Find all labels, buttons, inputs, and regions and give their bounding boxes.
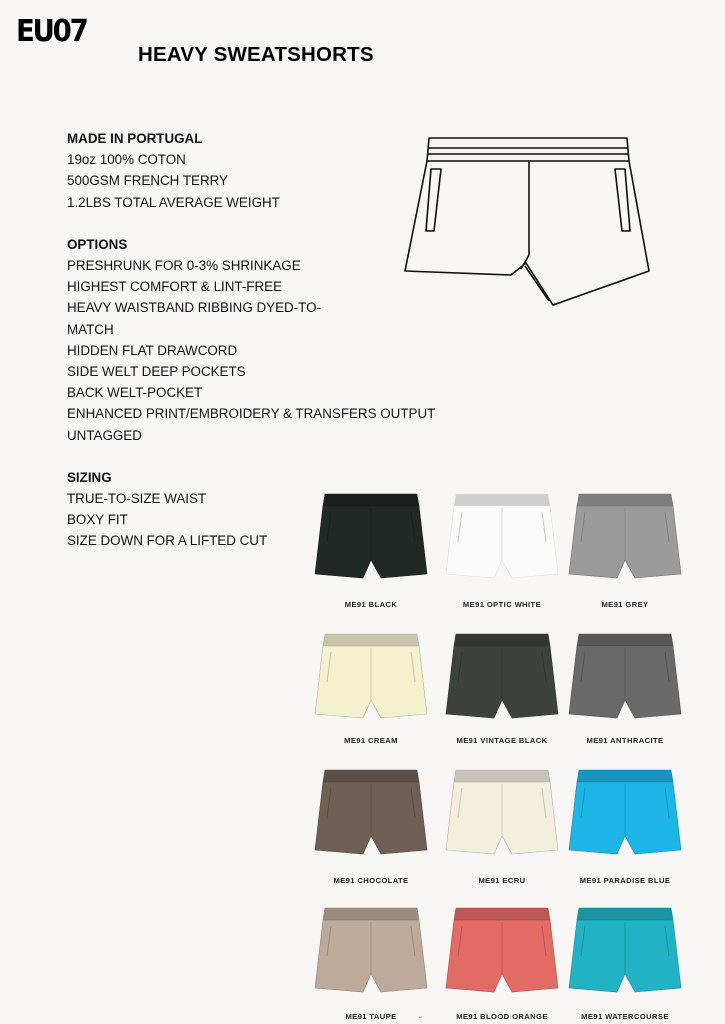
spec-line: HIDDEN FLAT DRAWCORD bbox=[67, 342, 238, 358]
colorway-label: ME91 BLOOD ORANGE bbox=[456, 1012, 548, 1021]
colorway-label: ME91 VINTAGE BLACK bbox=[456, 736, 548, 745]
shorts-icon bbox=[565, 904, 685, 1000]
spec-line: ENHANCED PRINT/EMBROIDERY & TRANSFERS OUTPUT bbox=[67, 406, 436, 422]
spec-line: 1.2LBS TOTAL AVERAGE WEIGHT bbox=[67, 194, 280, 210]
shorts-flat-sketch-icon bbox=[403, 133, 653, 318]
colorway-item[interactable] bbox=[311, 630, 431, 745]
colorway-label: ME91 PARADISE BLUE bbox=[579, 876, 671, 885]
footnote-mark: ᵉᵈ bbox=[419, 1015, 422, 1020]
colorway-item[interactable] bbox=[311, 904, 431, 1021]
shorts-icon bbox=[442, 490, 562, 586]
shorts-icon bbox=[311, 766, 431, 862]
colorway-label: ME91 OPTIC WHITE bbox=[462, 600, 542, 609]
spec-line: HIGHEST COMFORT & LINT-FREE bbox=[67, 279, 283, 295]
spec-line: 19oz 100% COTON bbox=[67, 152, 186, 168]
shorts-icon bbox=[565, 766, 685, 862]
colorway-item[interactable] bbox=[565, 490, 685, 609]
section-heading: OPTIONS bbox=[67, 236, 128, 252]
section-heading: SIZING bbox=[67, 469, 112, 485]
colorway-item[interactable] bbox=[311, 766, 431, 885]
shorts-icon bbox=[442, 904, 562, 1000]
colorway-item[interactable] bbox=[565, 904, 685, 1021]
spec-line: HEAVY WAISTBAND RIBBING DYED-TO- bbox=[67, 300, 321, 316]
section-options bbox=[67, 234, 457, 446]
colorway-item[interactable] bbox=[442, 490, 562, 609]
colorway-label: ME91 GREY bbox=[601, 600, 649, 609]
spec-line: MATCH bbox=[67, 321, 114, 337]
section-made-in bbox=[67, 128, 457, 213]
colorway-label: ME91 ECRU bbox=[478, 876, 526, 885]
shorts-icon bbox=[442, 766, 562, 862]
page-title: HEAVY SWEATSHORTS bbox=[138, 43, 374, 66]
spec-line: UNTAGGED bbox=[67, 427, 142, 443]
colorway-label: ME91 TAUPE bbox=[345, 1012, 397, 1021]
shorts-icon bbox=[565, 490, 685, 586]
colorway-label: ME91 WATERCOURSE bbox=[581, 1012, 669, 1021]
shorts-icon bbox=[442, 630, 562, 726]
colorway-item[interactable] bbox=[442, 630, 562, 745]
colorway-item[interactable] bbox=[442, 766, 562, 885]
brand-logo: EU07 bbox=[16, 14, 87, 49]
colorway-item[interactable] bbox=[311, 490, 431, 609]
spec-line: 500GSM FRENCH TERRY bbox=[67, 173, 228, 189]
colorway-item[interactable] bbox=[442, 904, 562, 1021]
shorts-icon bbox=[311, 630, 431, 726]
spec-line: BOXY FIT bbox=[67, 512, 128, 528]
colorway-item[interactable] bbox=[565, 630, 685, 745]
colorway-label: ME91 CHOCOLATE bbox=[333, 876, 409, 885]
spec-line: TRUE-TO-SIZE WAIST bbox=[67, 491, 207, 507]
colorway-item[interactable] bbox=[565, 766, 685, 885]
shorts-icon bbox=[311, 490, 431, 586]
spec-line: BACK WELT-POCKET bbox=[67, 385, 203, 401]
spec-line: SIZE DOWN FOR A LIFTED CUT bbox=[67, 533, 268, 549]
spec-line: SIDE WELT DEEP POCKETS bbox=[67, 364, 246, 380]
colorway-label: ME91 CREAM bbox=[344, 736, 398, 745]
shorts-icon bbox=[565, 630, 685, 726]
spec-line: PRESHRUNK FOR 0-3% SHRINKAGE bbox=[67, 258, 301, 274]
shorts-icon bbox=[311, 904, 431, 1000]
colorway-label: ME91 ANTHRACITE bbox=[586, 736, 664, 745]
colorway-label: ME91 BLACK bbox=[344, 600, 398, 609]
section-heading: MADE IN PORTUGAL bbox=[67, 131, 203, 146]
